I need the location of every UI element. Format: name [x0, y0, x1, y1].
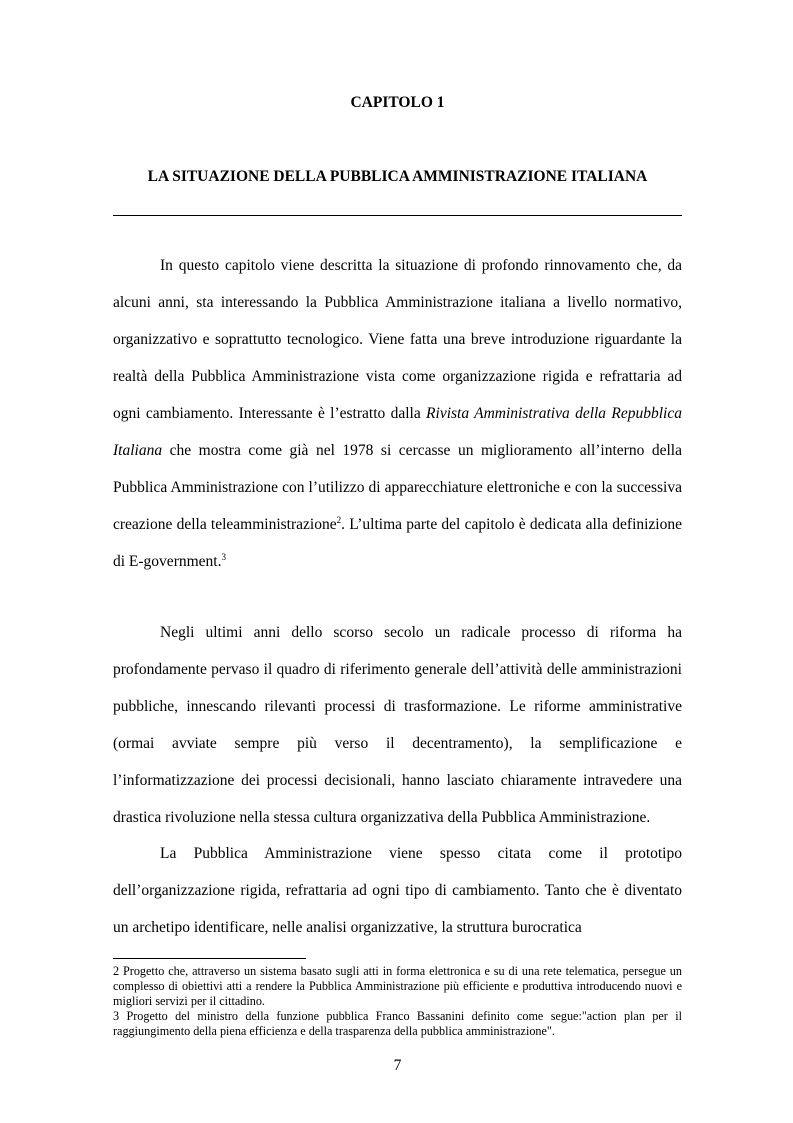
footnote-divider: [113, 958, 306, 959]
intro-paragraph: [113, 247, 682, 580]
intro-text-a: In questo capitolo viene descritta la situazione di profondo rinnovamento che, da alcuni anni, sta interessando la Pubblica Amministrazione italiana a livello normativo, organizzativo e soprattutto tecnologico. Viene fatta una breve introduzione riguardante la realtà della Pubblica Amministrazione vista come organizzazione rigida e refrattaria ad ogni cambiamento. Interessante è l’estratto dalla: [113, 257, 682, 422]
body-paragraph-1: Negli ultimi anni dello scorso secolo un radicale processo di riforma ha profondamente pervaso il quadro di riferimento generale dell’attività delle amministrazioni pubbliche, innescando rilevanti processi di trasformazione. Le riforme amministrative (ormai avviate sempre più verso il decentramento), la semplificazione e l’informatizzazione dei processi decisionali, hanno lasciato chiaramente intravedere una drastica rivoluzione nella stessa cultura organizzativa della Pubblica Amministrazione.: [113, 624, 682, 826]
chapter-title: LA SITUAZIONE DELLA PUBBLICA AMMINISTRAZIONE ITALIANA: [147, 168, 648, 185]
title-divider: [113, 215, 682, 216]
footnote-2: 2 Progetto che, attraverso un sistema basato sugli atti in forma elettronica e su di una rete telematica, persegue un complesso di obiettivi atti a rendere la Pubblica Amministrazione più efficiente e produttiva introducendo nuovi e migliori servizi per il cittadino.: [113, 964, 682, 1008]
page-number: 7: [393, 1057, 402, 1074]
footnote-ref-3: 3: [221, 552, 226, 562]
intro-text-b: che mostra come già nel 1978 si cercasse un miglioramento all’interno della Pubblica Amministrazione con l’utilizzo di apparecchiature elettroniche e con la successiva creazione della teleamministrazione: [113, 442, 682, 533]
footnote-3: 3 Progetto del ministro della funzione pubblica Franco Bassanini definito come segue:"action plan per il raggiungimento della piena efficienza e della trasparenza della pubblica amministrazione".: [113, 1009, 682, 1038]
body-paragraph-2: La Pubblica Amministrazione viene spesso citata come il prototipo dell’organizzazione rigida, refrattaria ad ogni tipo di cambiamento. Tanto che è diventato un archetipo identificare, nelle analisi organizzative, la struttura burocratica: [113, 845, 682, 936]
intro-text-c: . L’ultima parte del capitolo è dedicata alla definizione di E-government.: [113, 516, 682, 570]
journal-title: Rivista Amministrativa della Repubblica Italiana: [113, 405, 682, 459]
footnotes: [113, 964, 682, 1039]
chapter-heading: CAPITOLO 1: [350, 94, 445, 111]
footnote-ref-2: 2: [336, 515, 342, 525]
